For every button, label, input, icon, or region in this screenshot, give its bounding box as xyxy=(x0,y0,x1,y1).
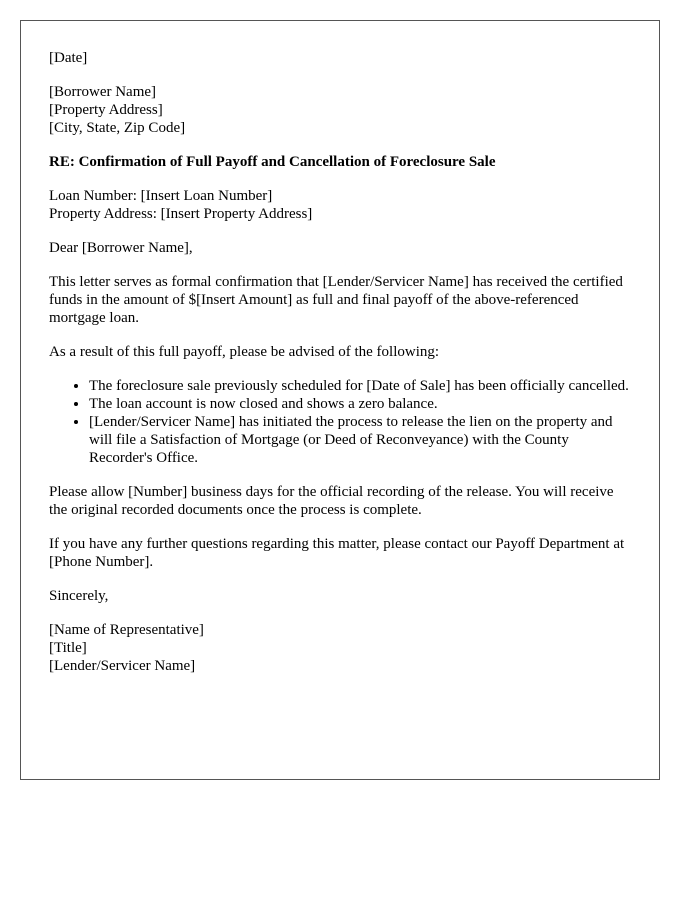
signature-title: [Title] xyxy=(49,640,87,656)
signature-block xyxy=(49,621,634,675)
recipient-block xyxy=(49,83,634,137)
recipient-name: [Borrower Name] xyxy=(49,84,157,100)
letter-content xyxy=(49,49,634,691)
loan-details xyxy=(49,187,634,223)
signature-company: [Lender/Servicer Name] xyxy=(49,658,196,674)
recipient-city-state-zip: [City, State, Zip Code] xyxy=(49,120,186,136)
list-item: • The foreclosure sale previously scheduled for [Date of Sale] has been officially cancelled. xyxy=(89,377,634,395)
recipient-address: [Property Address] xyxy=(49,102,163,118)
list-item: • [Lender/Servicer Name] has initiated the process to release the lien on the property and will file a Satisfaction of Mortgage (or Deed of Reconveyance) with the County Recorder's Office. xyxy=(89,413,634,467)
loan-number: Loan Number: [Insert Loan Number] xyxy=(49,188,273,204)
signature-name: [Name of Representative] xyxy=(49,622,204,638)
list-item: • The loan account is now closed and shows a zero balance. xyxy=(89,395,634,413)
letter-date: [Date] xyxy=(49,50,88,66)
letter-page xyxy=(20,20,660,780)
body-paragraph-recording: Please allow [Number] business days for the official recording of the release. You will receive the original recorded documents once the process is complete. xyxy=(49,484,614,518)
property-address-line: Property Address: [Insert Property Address] xyxy=(49,206,313,222)
body-paragraph-questions: If you have any further questions regarding this matter, please contact our Payoff Department at [Phone Number]. xyxy=(49,536,625,570)
body-paragraph-result: As a result of this full payoff, please be advised of the following: xyxy=(49,344,440,360)
closing: Sincerely, xyxy=(49,588,109,604)
subject-line: RE: Confirmation of Full Payoff and Cancellation of Foreclosure Sale xyxy=(49,154,496,170)
advisory-list xyxy=(49,377,634,467)
body-paragraph-intro: This letter serves as formal confirmation that [Lender/Servicer Name] has received the certified funds in the amount of $[Insert Amount] as full and final payoff of the above-referenced mortgage loan. xyxy=(49,274,623,326)
salutation: Dear [Borrower Name], xyxy=(49,240,193,256)
